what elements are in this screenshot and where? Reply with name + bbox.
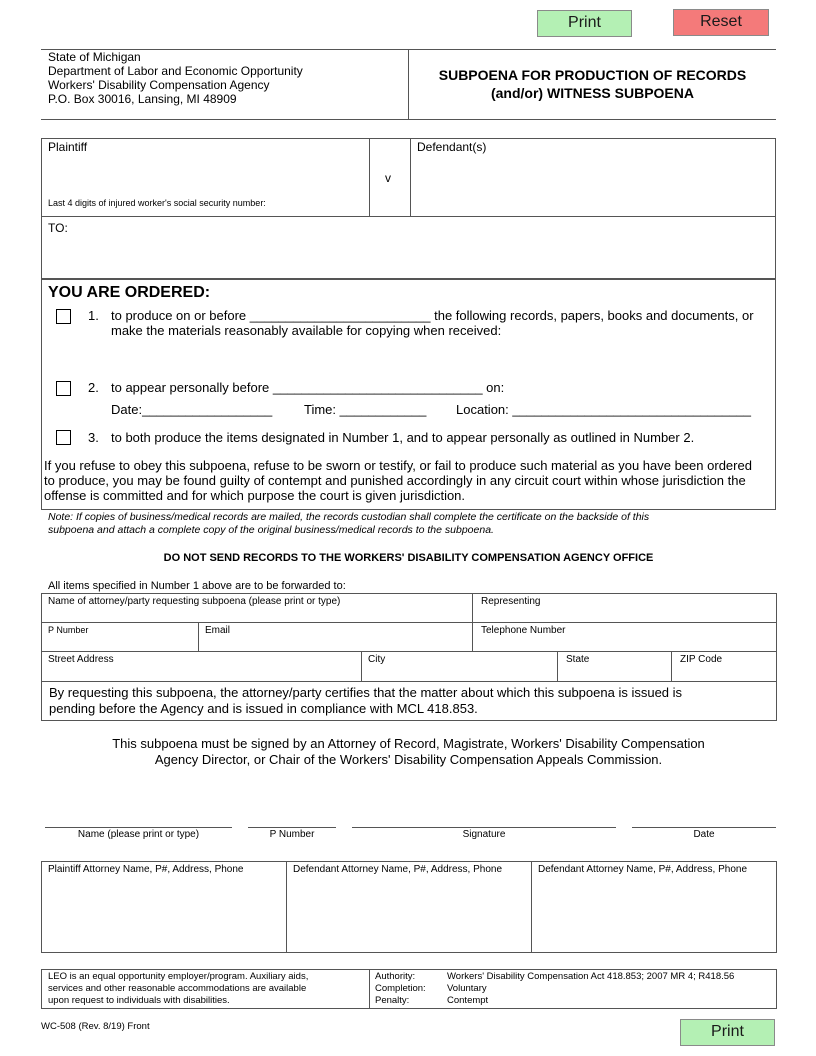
representing-field[interactable]: [472, 593, 777, 623]
title-line-2: (and/or) WITNESS SUBPOENA: [490, 85, 694, 101]
leo-statement: [48, 971, 308, 1007]
agency-po-box: P.O. Box 30016, Lansing, MI 48909: [48, 92, 237, 106]
plaintiff-attorney-box[interactable]: [41, 861, 287, 953]
leo-line-1: LEO is an equal opportunity employer/program. Auxiliary aids,: [48, 971, 309, 982]
authority-value: Workers' Disability Compensation Act 418.853; 2007 MR 4; R418.56: [447, 971, 735, 982]
state-field[interactable]: [557, 651, 672, 682]
form-id: WC-508 (Rev. 8/19) Front: [41, 1021, 150, 1032]
plaintiff-label: Plaintiff: [48, 140, 88, 154]
date-caption: Date: [693, 829, 715, 840]
item3-checkbox[interactable]: [56, 430, 71, 445]
leo-line-2: services and other reasonable accommodations are available: [48, 983, 307, 994]
do-not-send-notice: DO NOT SEND RECORDS TO THE WORKERS' DISABILITY COMPENSATION AGENCY OFFICE: [163, 552, 654, 564]
telephone-field[interactable]: [472, 622, 777, 652]
page-title: [409, 66, 776, 102]
agency-state: State of Michigan: [48, 50, 141, 64]
signature-line[interactable]: [352, 827, 616, 828]
order-heading: YOU ARE ORDERED:: [48, 284, 211, 301]
item3-number: 3.: [88, 430, 99, 445]
attorney-name-label: Name of attorney/party requesting subpoena (please print or type): [48, 596, 341, 607]
item2-time: Time: ____________: [304, 402, 427, 417]
versus-label: v: [385, 171, 391, 185]
contempt-warning: [44, 458, 752, 503]
forward-intro: All items specified in Number 1 above are to be forwarded to:: [48, 580, 346, 592]
parties-box: [41, 138, 776, 279]
email-field[interactable]: [198, 622, 473, 652]
plaintiff-attorney-label: Plaintiff Attorney Name, P#, Address, Phone: [48, 864, 244, 875]
footer-labels: [375, 971, 426, 1007]
signing-line-2: Agency Director, or Chair of the Workers' Disability Compensation Appeals Commission.: [154, 752, 663, 767]
authority-label: Authority:: [375, 971, 416, 982]
item2-location: Location: _________________________________: [456, 402, 751, 417]
item2-date: Date:__________________: [111, 402, 273, 417]
reset-button[interactable]: Reset: [673, 9, 769, 36]
footer-values: [447, 971, 734, 1007]
ssn-label: Last 4 digits of injured worker's social security number:: [48, 198, 266, 208]
completion-label: Completion:: [375, 983, 426, 994]
cert-line-1: By requesting this subpoena, the attorney/party certifies that the matter about which this subpoena is issued is: [49, 685, 683, 700]
name-caption: Name (please print or type): [77, 829, 200, 840]
item1-number: 1.: [88, 308, 99, 323]
zip-code-label: ZIP Code: [680, 654, 723, 665]
print-button-bottom[interactable]: Print: [680, 1019, 775, 1046]
date-signature-line[interactable]: [632, 827, 776, 828]
certification-text: [49, 685, 682, 717]
agency-department: Department of Labor and Economic Opportunity: [48, 64, 303, 78]
agency-address: [48, 50, 303, 106]
cert-line-2: pending before the Agency and is issued in compliance with MCL 418.853.: [49, 701, 478, 716]
item2-number: 2.: [88, 380, 99, 395]
records-note: [48, 511, 649, 537]
representing-label: Representing: [481, 596, 541, 607]
email-label: Email: [205, 625, 231, 636]
certification-box: [41, 681, 777, 721]
completion-value: Voluntary: [447, 983, 487, 994]
item2-checkbox[interactable]: [56, 381, 71, 396]
name-signature-line[interactable]: [45, 827, 232, 828]
leo-line-3: upon request to individuals with disabilities.: [48, 995, 230, 1006]
p-number-caption: P Number: [269, 829, 315, 840]
defendant-attorney-box-1[interactable]: [286, 861, 532, 953]
title-line-1: SUBPOENA FOR PRODUCTION OF RECORDS: [438, 67, 747, 83]
item2-text: to appear personally before _____________________________ on:: [111, 380, 505, 395]
warning-line-1: If you refuse to obey this subpoena, refuse to be sworn or testify, or fail to produce such material as you have been ordered: [44, 458, 752, 473]
signing-statement: [41, 736, 776, 768]
signature-caption: Signature: [462, 829, 506, 840]
item1-text-line1: to produce on or before _________________________ the following records, papers, books and documents, or: [111, 308, 754, 323]
item1-checkbox[interactable]: [56, 309, 71, 324]
item1-text-line2: make the materials reasonably available for copying when received:: [111, 323, 502, 338]
agency-name: Workers' Disability Compensation Agency: [48, 78, 270, 92]
defendant-attorney-label-2: Defendant Attorney Name, P#, Address, Phone: [538, 864, 748, 875]
street-address-field[interactable]: [41, 651, 362, 682]
p-number-signature-line[interactable]: [248, 827, 336, 828]
defendant-attorney-label-1: Defendant Attorney Name, P#, Address, Phone: [293, 864, 503, 875]
zip-code-field[interactable]: [671, 651, 777, 682]
p-number-label: P Number: [48, 625, 89, 635]
defendant-label: Defendant(s): [417, 140, 487, 154]
penalty-label: Penalty:: [375, 995, 410, 1006]
attorney-name-field[interactable]: [41, 593, 473, 623]
state-label: State: [566, 654, 590, 665]
city-label: City: [368, 654, 386, 665]
to-label: TO:: [48, 221, 68, 235]
note-line-2: subpoena and attach a complete copy of the original business/medical records to the subpoena.: [48, 524, 494, 536]
warning-line-2: to produce, you may be found guilty of contempt and punished accordingly in any circuit court within whose jurisdiction the: [44, 473, 746, 488]
penalty-value: Contempt: [447, 995, 489, 1006]
street-address-label: Street Address: [48, 654, 114, 665]
defendant-attorney-box-2[interactable]: [531, 861, 777, 953]
signing-line-1: This subpoena must be signed by an Attorney of Record, Magistrate, Workers' Disability Compensation: [112, 736, 705, 751]
p-number-field[interactable]: [41, 622, 199, 652]
city-field[interactable]: [361, 651, 558, 682]
warning-line-3: offense is committed and for which purpose the court is given jurisdiction.: [44, 488, 466, 503]
print-button-top[interactable]: Print: [537, 10, 632, 37]
item3-text: to both produce the items designated in Number 1, and to appear personally as outlined in Number 2.: [111, 430, 695, 445]
note-line-1: Note: If copies of business/medical records are mailed, the records custodian shall complete the certificate on the backside of this: [48, 511, 650, 523]
telephone-label: Telephone Number: [481, 625, 566, 636]
